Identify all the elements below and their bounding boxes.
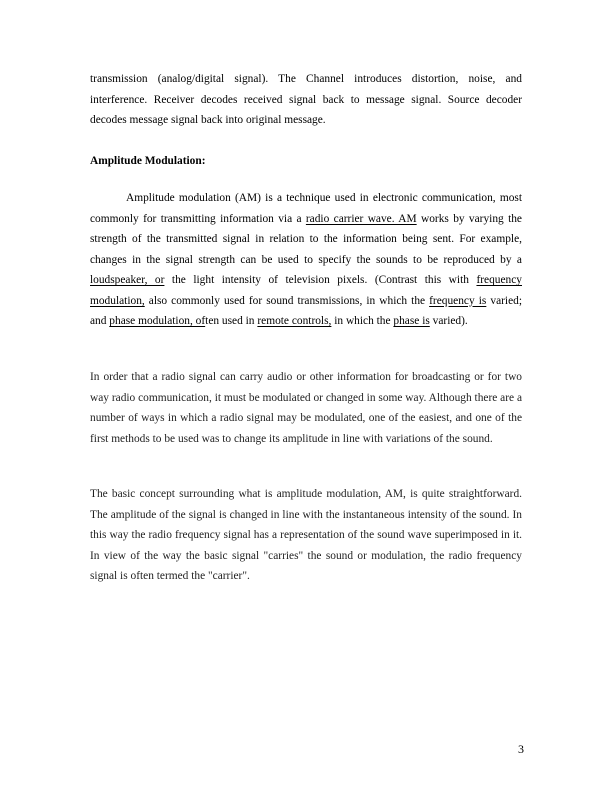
am-text-3: the light intensity of television pixels. (Contrast this with [164,274,477,286]
am-text-8: varied). [429,315,468,327]
intro-paragraph: transmission (analog/digital signal). The Channel introduces distortion, noise, and interference. Receiver decodes received signal back to message signal. Source decoder decodes message signal back into original message. [90,73,522,126]
am-text-4: also commonly used for sound transmissions, in which the [144,294,430,307]
link-frequency[interactable]: frequency is [429,294,487,307]
modulation-paragraph: In order that a radio signal can carry audio or other information for broadcasting or for two way radio communication, it must be modulated or changed in some way. Although there are a number of ways in which a radio signal may be modulated, one of the easiest, and one of the first methods to be used was to change its amplitude in line with variations of the sound. [90,371,522,445]
am-text-7: in which the [331,315,394,327]
am-text-1: Amplitude modulation (AM) is a technique used in electronic communication, most commonly for transmitting information via a [90,192,522,225]
am-text-2: works by varying the strength of the transmitted signal in relation to the information being sent. For example, changes in the signal strength can be used to specify the sounds to be reproduced by a [90,212,522,266]
am-text-5: varied; and [90,294,522,327]
link-radio-carrier-wave[interactable]: radio carrier wave. AM [305,212,417,225]
page-number: 3 [518,742,524,756]
link-frequency-modulation[interactable]: frequency modulation, [90,274,522,307]
basic-concept-paragraph: The basic concept surrounding what is amplitude modulation, AM, is quite straightforward. The amplitude of the signal is changed in line with the instantaneous intensity of the sound. In this way the radio frequency signal has a representation of the sound wave superimposed in it. In view of the way the basic signal "carries" the sound or modulation, the radio frequency signal is often termed the "carrier". [90,488,522,582]
link-phase[interactable]: phase is [393,315,430,327]
am-definition-paragraph [90,188,522,332]
link-phase-modulation[interactable]: phase modulation, of [109,315,206,327]
am-text-6: ten used in [205,315,258,327]
link-remote-controls[interactable]: remote controls, [257,315,332,327]
link-loudspeaker[interactable]: loudspeaker, or [90,274,165,286]
section-heading: Amplitude Modulation: [90,155,206,167]
